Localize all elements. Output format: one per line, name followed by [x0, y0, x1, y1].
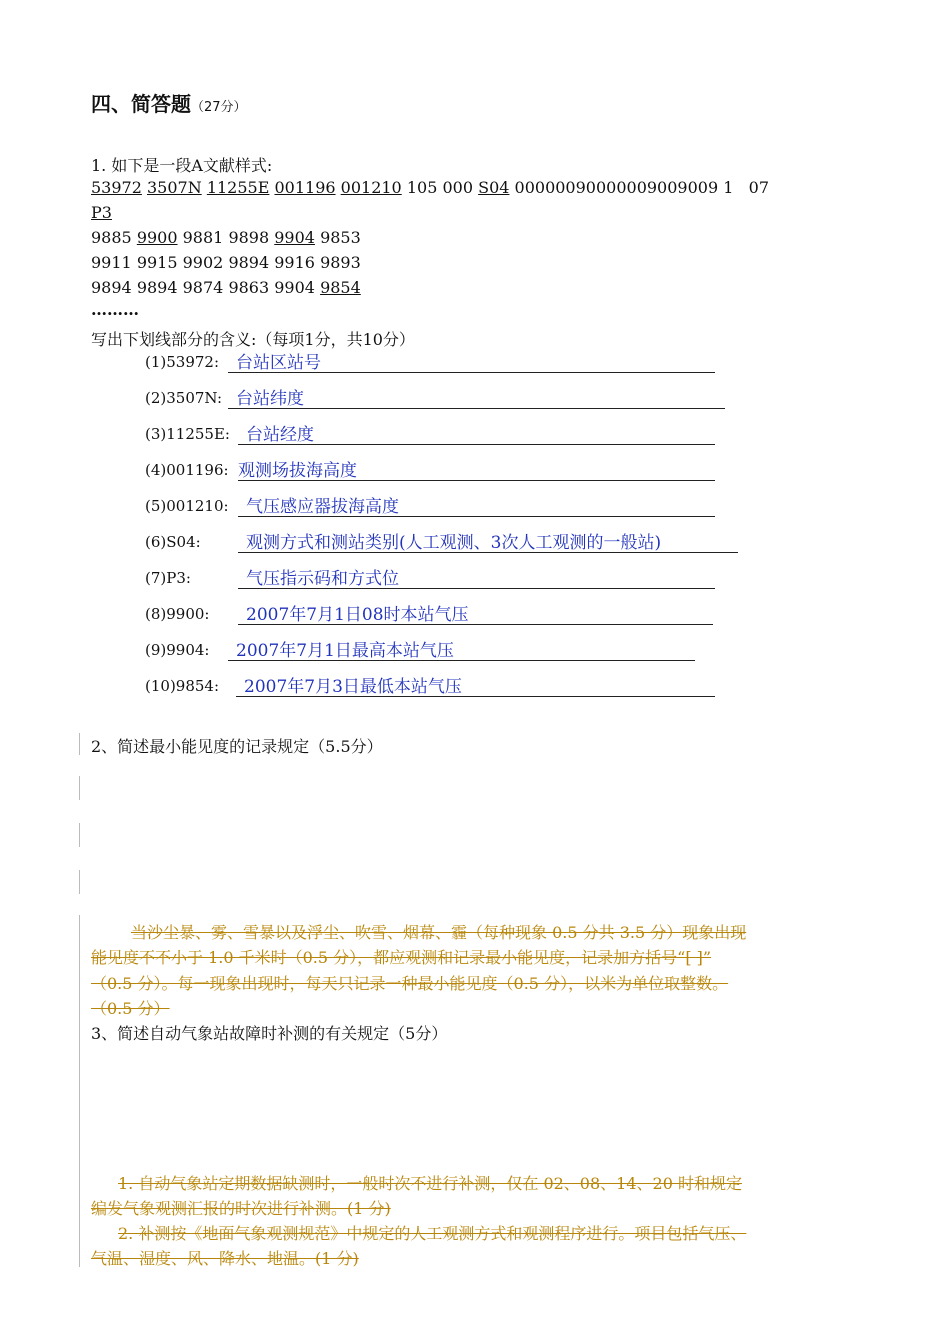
q2-title: 2、简述最小能见度的记录规定（5.5分）	[91, 737, 383, 756]
answer-text: 2007年7月3日最低本站气压	[244, 677, 462, 697]
answer-line	[228, 350, 715, 373]
item-label: (7)P3:	[145, 569, 191, 587]
item-label: (10)9854:	[145, 677, 220, 695]
section-points: （27分）	[191, 100, 247, 115]
q1-intro: 1. 如下是一段A文献样式:	[91, 156, 273, 175]
item-label: (5)001210:	[145, 497, 229, 515]
revision-bar	[79, 776, 80, 800]
answer-text: 台站区站号	[236, 353, 321, 373]
deleted-text: （0.5 分）。每一现象出现时，每天只记录一种最小能见度（0.5 分），以米为单位取整数。	[91, 974, 729, 993]
code-token: 001210	[340, 178, 402, 197]
answer-text: 观测场拔海高度	[238, 461, 357, 481]
code-row-1: 9885 9900 9881 9898 9904 9853	[91, 228, 361, 247]
revision-bar	[79, 870, 80, 894]
code-line-1	[91, 178, 769, 197]
item-label: (9)9904:	[145, 641, 210, 659]
answer-text: 2007年7月1日08时本站气压	[246, 605, 469, 625]
code-token: 001196	[274, 178, 336, 197]
answer-line	[236, 674, 715, 697]
answer-text: 2007年7月1日最高本站气压	[236, 641, 454, 661]
revision-bar	[79, 915, 80, 1267]
q3-title: 3、简述自动气象站故障时补测的有关规定（5分）	[91, 1024, 448, 1043]
answer-line	[238, 422, 715, 445]
deleted-text: 编发气象观测汇报的时次进行补测。(1 分)	[91, 1199, 391, 1218]
answer-text: 气压感应器拔海高度	[246, 497, 399, 517]
code-row-3: 9894 9894 9874 9863 9904 9854	[91, 278, 361, 297]
deleted-text: 1. 自动气象站定期数据缺测时，一般时次不进行补测，仅在 02、08、14、20 时和规定	[118, 1174, 742, 1193]
code-token: 53972	[91, 178, 142, 197]
code-token: 07	[748, 178, 770, 197]
ellipsis: ………	[91, 300, 139, 319]
code-token: S04	[478, 178, 510, 197]
code-row-2: 9911 9915 9902 9894 9916 9893	[91, 253, 361, 272]
answer-line	[228, 638, 695, 661]
deleted-text: （0.5 分）	[91, 999, 170, 1018]
item-label: (2)3507N:	[145, 389, 223, 407]
revision-bar	[79, 733, 80, 755]
item-label: (6)S04:	[145, 533, 201, 551]
q1-instruction: 写出下划线部分的含义:（每项1分，共10分）	[91, 330, 415, 349]
code-token: 105	[406, 178, 438, 197]
code-line-2: P3	[91, 203, 112, 222]
answer-line	[238, 458, 715, 481]
deleted-text: 2. 补测按《地面气象观测规范》中规定的人工观测方式和观测程序进行。项目包括气压、	[118, 1224, 747, 1243]
item-label: (3)11255E:	[145, 425, 230, 443]
item-label: (8)9900:	[145, 605, 210, 623]
answer-text: 气压指示码和方式位	[246, 569, 399, 589]
answer-line	[238, 602, 713, 625]
answer-text: 台站纬度	[236, 389, 304, 409]
answer-line	[238, 530, 738, 553]
section-title: 四、简答题（27分）	[91, 92, 247, 116]
deleted-text: 气温、湿度、风、降水、地温。(1 分)	[91, 1249, 359, 1268]
code-token: 00000090000009009009	[514, 178, 719, 197]
code-token: 1	[723, 178, 734, 197]
deleted-text: 当沙尘暴、雾、雪暴以及浮尘、吹雪、烟幕、霾（每种现象 0.5 分共 3.5 分）现象出现	[131, 923, 747, 942]
item-label: (1)53972:	[145, 353, 220, 371]
answer-text: 观测方式和测站类别(人工观测、3次人工观测的一般站)	[246, 533, 662, 553]
code-token: 3507N	[147, 178, 202, 197]
deleted-text: 能见度不不小于 1.0 千米时（0.5 分），都应观测和记录最小能见度，记录加方括号“[ ]”	[91, 948, 712, 967]
code-token: 11255E	[206, 178, 270, 197]
code-token: 000	[442, 178, 474, 197]
answer-text: 台站经度	[246, 425, 314, 445]
revision-bar	[79, 823, 80, 847]
answer-line	[238, 494, 715, 517]
answer-line	[228, 386, 725, 409]
answer-line	[238, 566, 715, 589]
item-label: (4)001196:	[145, 461, 229, 479]
